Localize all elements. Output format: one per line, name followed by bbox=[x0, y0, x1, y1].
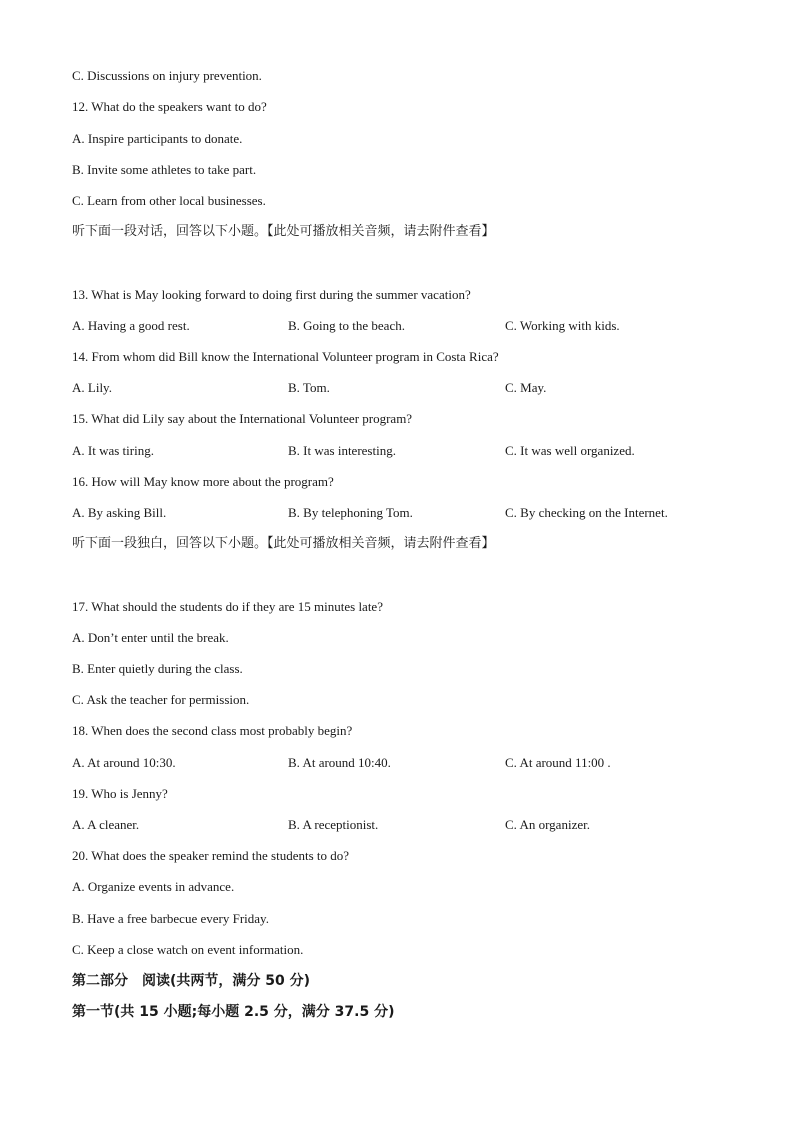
q19-option-a: A. A cleaner. bbox=[72, 817, 140, 832]
q17-option-c: C. Ask the teacher for permission. bbox=[72, 692, 250, 707]
q18-option-c: C. At around 11:00 . bbox=[505, 755, 611, 770]
q15-question: 15. What did Lily say about the International Volunteer program? bbox=[72, 411, 413, 426]
q16-option-c: C. By checking on the Internet. bbox=[505, 505, 668, 520]
q20-question: 20. What does the speaker remind the students to do? bbox=[72, 848, 350, 863]
q19-question: 19. Who is Jenny? bbox=[72, 786, 168, 801]
q18-question: 18. When does the second class most probably begin? bbox=[72, 723, 353, 738]
q13-option-a: A. Having a good rest. bbox=[72, 318, 190, 333]
q15-option-b: B. It was interesting. bbox=[288, 443, 396, 458]
instruction-dialogue: 听下面一段对话，回答以下小题。【此处可播放相关音频，请去附件查看】 bbox=[72, 224, 495, 239]
q13-question: 13. What is May looking forward to doing first during the summer vacation? bbox=[72, 287, 471, 302]
q14-option-a: A. Lily. bbox=[72, 380, 112, 395]
q15-option-a: A. It was tiring. bbox=[72, 443, 154, 458]
q16-option-a: A. By asking Bill. bbox=[72, 505, 167, 520]
q17-option-a: A. Don’t enter until the break. bbox=[72, 630, 229, 645]
q11-option-c: C. Discussions on injury prevention. bbox=[72, 68, 262, 83]
part2-heading: 第二部分 阅读(共两节，满分 50 分) bbox=[72, 973, 311, 989]
section1-heading: 第一节(共 15 小题;每小题 2.5 分，满分 37.5 分) bbox=[72, 1004, 395, 1020]
q13-option-c: C. Working with kids. bbox=[505, 318, 620, 333]
q17-question: 17. What should the students do if they are 15 minutes late? bbox=[72, 599, 383, 614]
q20-option-c: C. Keep a close watch on event information. bbox=[72, 942, 304, 957]
q16-question: 16. How will May know more about the program? bbox=[72, 474, 334, 489]
q19-option-c: C. An organizer. bbox=[505, 817, 590, 832]
q20-option-a: A. Organize events in advance. bbox=[72, 879, 235, 894]
q16-option-b: B. By telephoning Tom. bbox=[288, 505, 413, 520]
q12-option-a: A. Inspire participants to donate. bbox=[72, 131, 243, 146]
q19-option-b: B. A receptionist. bbox=[288, 817, 379, 832]
q15-option-c: C. It was well organized. bbox=[505, 443, 635, 458]
q14-option-b: B. Tom. bbox=[288, 380, 330, 395]
q13-option-b: B. Going to the beach. bbox=[288, 318, 405, 333]
instruction-monologue: 听下面一段独白，回答以下小题。【此处可播放相关音频，请去附件查看】 bbox=[72, 536, 495, 551]
q14-question: 14. From whom did Bill know the International Volunteer program in Costa Rica? bbox=[72, 349, 499, 364]
q12-option-c: C. Learn from other local businesses. bbox=[72, 193, 266, 208]
q20-option-b: B. Have a free barbecue every Friday. bbox=[72, 911, 269, 926]
q14-option-c: C. May. bbox=[505, 380, 547, 395]
q12-question: 12. What do the speakers want to do? bbox=[72, 99, 267, 114]
q18-option-a: A. At around 10:30. bbox=[72, 755, 176, 770]
q17-option-b: B. Enter quietly during the class. bbox=[72, 661, 243, 676]
q12-option-b: B. Invite some athletes to take part. bbox=[72, 162, 257, 177]
q18-option-b: B. At around 10:40. bbox=[288, 755, 391, 770]
